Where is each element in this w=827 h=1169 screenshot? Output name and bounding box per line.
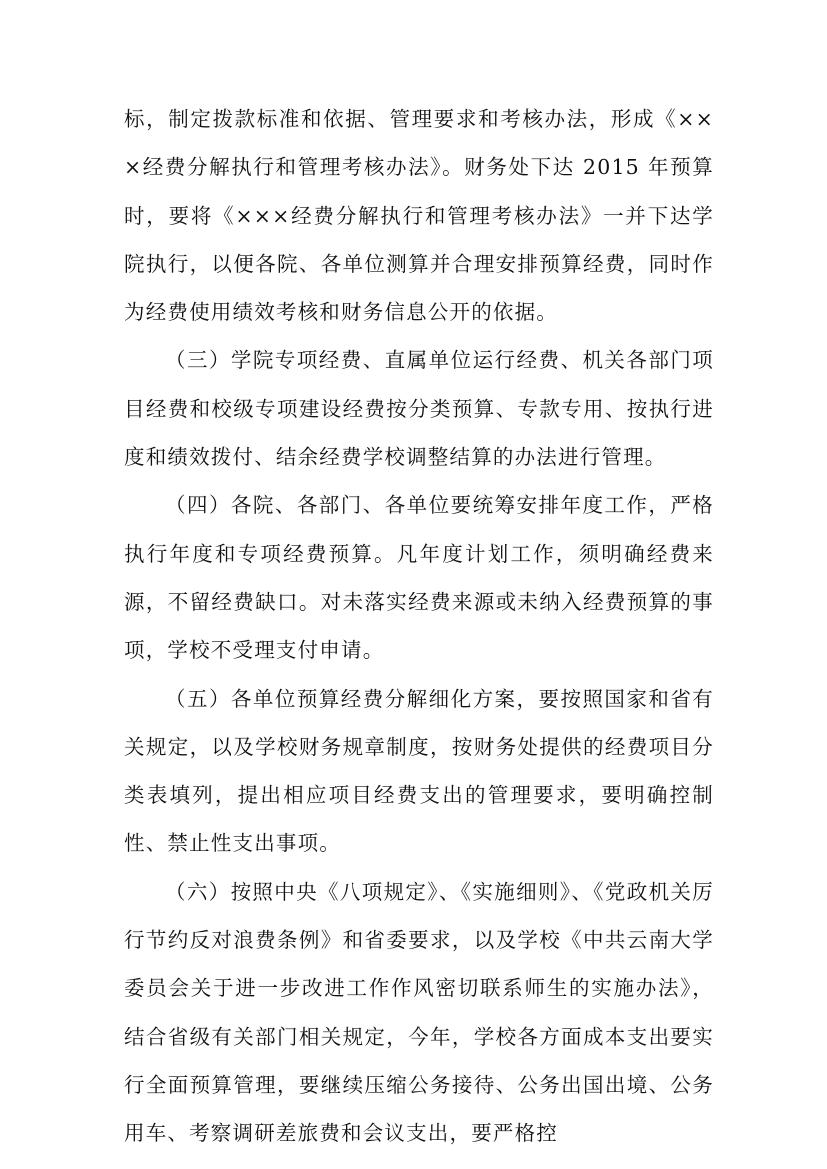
paragraph-continued: 标，制定拨款标准和依据、管理要求和考核办法，形成《×××经费分解执行和管理考核办法》。财务处下达 2015 年预算时，要将《×××经费分解执行和管理考核办法》一并下达学院执行，以便各院、各单位测算并合理安排预算经费，同时作为经费使用绩效考核和财务信息公开的依据。 (124, 107, 714, 325)
paragraph-item-5: （五）各单位预算经费分解细化方案，要按照国家和省有关规定，以及学校财务规章制度，按财务处提供的经费项目分类表填列，提出相应项目经费支出的管理要求，要明确控制性、禁止性支出事项。 (124, 686, 714, 856)
document-body (124, 95, 714, 1158)
paragraph-item-3: （三）学院专项经费、直属单位运行经费、机关各部门项目经费和校级专项建设经费按分类预算、专款专用、按执行进度和绩效拨付、结余经费学校调整结算的办法进行管理。 (124, 348, 714, 470)
paragraph-item-6: （六）按照中央《八项规定》、《实施细则》、《党政机关厉行节约反对浪费条例》和省委要求，以及学校《中共云南大学委员会关于进一步改进工作作风密切联系师生的实施办法》，结合省级有关部门相关规定，今年，学校各方面成本支出要实行全面预算管理，要继续压缩公务接待、公务出国出境、公务用车、考察调研差旅费和会议支出，要严格控 (124, 879, 714, 1146)
paragraph-item-4: （四）各院、各部门、各单位要统筹安排年度工作，严格执行年度和专项经费预算。凡年度计划工作，须明确经费来源，不留经费缺口。对未落实经费来源或未纳入经费预算的事项，学校不受理支付申请。 (124, 493, 714, 663)
